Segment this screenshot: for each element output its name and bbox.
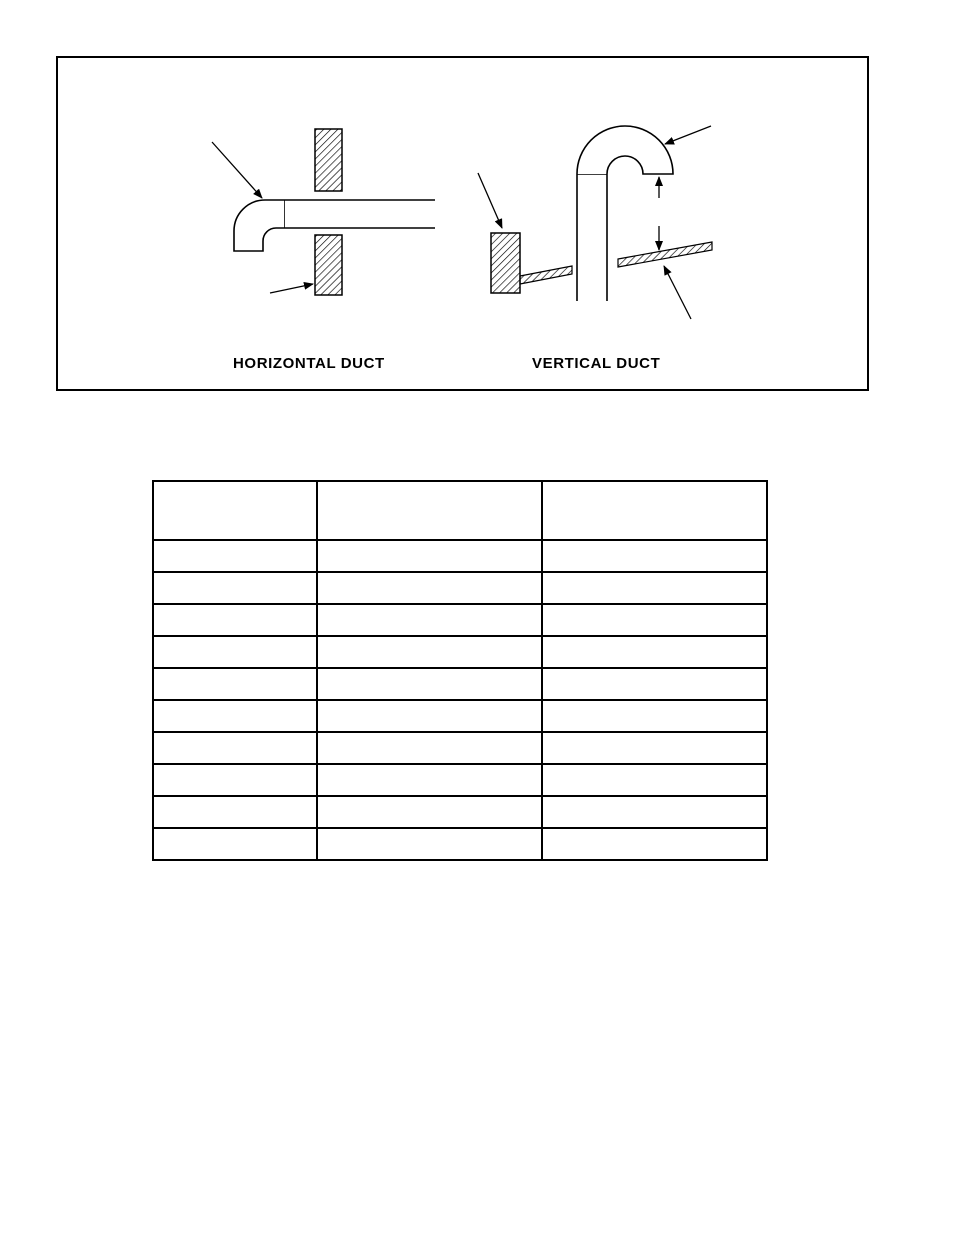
table-row bbox=[153, 700, 767, 732]
table-cell bbox=[153, 636, 317, 668]
table-cell bbox=[153, 668, 317, 700]
table-cell bbox=[153, 540, 317, 572]
table-cell bbox=[542, 540, 767, 572]
table-cell bbox=[542, 604, 767, 636]
table-cell bbox=[317, 796, 542, 828]
table-cell bbox=[153, 572, 317, 604]
table-cell bbox=[542, 828, 767, 860]
table-cell bbox=[317, 828, 542, 860]
spec-table bbox=[152, 480, 768, 861]
table-row bbox=[153, 732, 767, 764]
vertical-duct-caption: VERTICAL DUCT bbox=[532, 355, 661, 372]
table-cell bbox=[542, 668, 767, 700]
table-cell bbox=[317, 764, 542, 796]
table-cell bbox=[542, 732, 767, 764]
table-header-row bbox=[153, 481, 767, 540]
figure-frame bbox=[56, 56, 869, 391]
table-row bbox=[153, 764, 767, 796]
horizontal-duct-caption: HORIZONTAL DUCT bbox=[233, 355, 385, 372]
table-cell bbox=[542, 572, 767, 604]
table-header-cell bbox=[317, 481, 542, 540]
table-cell bbox=[542, 636, 767, 668]
table-cell bbox=[153, 828, 317, 860]
table-cell bbox=[317, 604, 542, 636]
table-row bbox=[153, 668, 767, 700]
table-cell bbox=[317, 540, 542, 572]
table-cell bbox=[153, 604, 317, 636]
table-cell bbox=[153, 796, 317, 828]
table-cell bbox=[317, 668, 542, 700]
table-row bbox=[153, 604, 767, 636]
table-header-cell bbox=[153, 481, 317, 540]
table-cell bbox=[317, 572, 542, 604]
table-row bbox=[153, 572, 767, 604]
table-row bbox=[153, 796, 767, 828]
table-cell bbox=[153, 732, 317, 764]
table-row bbox=[153, 636, 767, 668]
table-header-cell bbox=[542, 481, 767, 540]
table-cell bbox=[317, 636, 542, 668]
table-cell bbox=[542, 764, 767, 796]
table-cell bbox=[317, 700, 542, 732]
table-cell bbox=[542, 700, 767, 732]
table-cell bbox=[153, 764, 317, 796]
table-cell bbox=[153, 700, 317, 732]
table-row bbox=[153, 828, 767, 860]
table-cell bbox=[317, 732, 542, 764]
table-cell bbox=[542, 796, 767, 828]
table-row bbox=[153, 540, 767, 572]
